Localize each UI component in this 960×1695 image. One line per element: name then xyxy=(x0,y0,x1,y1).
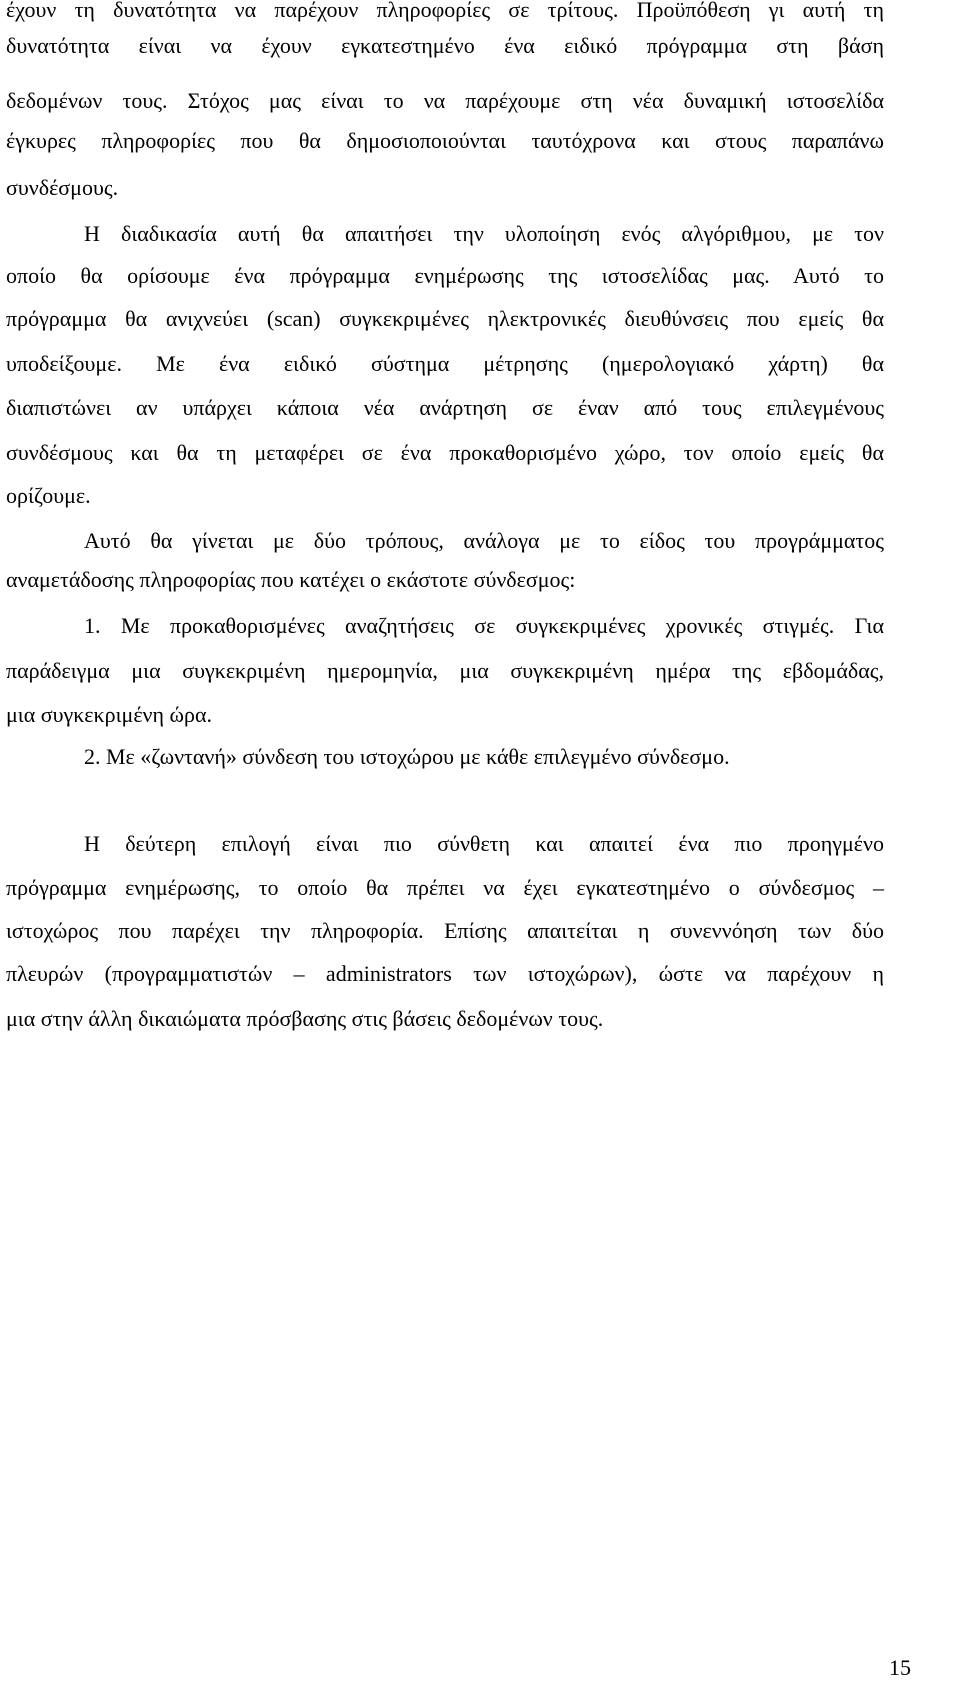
text-line: μια στην άλλη δικαιώματα πρόσβασης στις βάσεις δεδομένων τους. xyxy=(6,1006,604,1031)
text-line: πρόγραμμα ενημέρωσης, το οποίο θα πρέπει να έχει εγκατεστημένο ο σύνδεσμος – xyxy=(6,875,884,900)
text-line: έγκυρες πληροφορίες που θα δημοσιοποιούνται ταυτόχρονα και στους παραπάνω xyxy=(6,128,884,153)
text-line: μια συγκεκριμένη ώρα. xyxy=(6,702,212,727)
text-line: δεδομένων τους. Στόχος μας είναι το να παρέχουμε στη νέα δυναμική ιστοσελίδα xyxy=(6,88,884,113)
text-line: παράδειγμα μια συγκεκριμένη ημερομηνία, μια συγκεκριμένη ημέρα της εβδομάδας, xyxy=(6,658,884,683)
text-line: οποίο θα ορίσουμε ένα πρόγραμμα ενημέρωσης της ιστοσελίδας μας. Αυτό το xyxy=(6,263,884,288)
text-line: ιστοχώρος που παρέχει την πληροφορία. Επίσης απαιτείται η συνεννόηση των δύο xyxy=(6,918,884,943)
text-line: δυνατότητα είναι να έχουν εγκατεστημένο ένα ειδικό πρόγραμμα στη βάση xyxy=(6,33,884,58)
text-line: διαπιστώνει αν υπάρχει κάποια νέα ανάρτηση σε έναν από τους επιλεγμένους xyxy=(6,395,884,420)
text-line: συνδέσμους. xyxy=(6,175,119,200)
list-item: 2. Με «ζωντανή» σύνδεση του ιστοχώρου με κάθε επιλεγμένο σύνδεσμο. xyxy=(84,744,730,769)
text-line: ορίζουμε. xyxy=(6,483,91,508)
text-line: Η διαδικασία αυτή θα απαιτήσει την υλοποίηση ενός αλγόριθμου, με τον xyxy=(84,221,884,246)
page-number: 15 xyxy=(889,1655,911,1680)
list-item: 1. Με προκαθορισμένες αναζητήσεις σε συγκεκριμένες χρονικές στιγμές. Για xyxy=(84,613,884,638)
text-line: υποδείξουμε. Με ένα ειδικό σύστημα μέτρησης (ημερολογιακό χάρτη) θα xyxy=(6,351,884,376)
text-line: Αυτό θα γίνεται με δύο τρόπους, ανάλογα με το είδος του προγράμματος xyxy=(84,528,884,553)
text-line: συνδέσμους και θα τη μεταφέρει σε ένα προκαθορισμένο χώρο, τον οποίο εμείς θα xyxy=(6,440,884,465)
text-line: Η δεύτερη επιλογή είναι πιο σύνθετη και απαιτεί ένα πιο προηγμένο xyxy=(84,831,884,856)
text-line: πλευρών (προγραμματιστών – administrators των ιστοχώρων), ώστε να παρέχουν η xyxy=(6,961,884,986)
text-line: αναμετάδοσης πληροφορίας που κατέχει ο εκάστοτε σύνδεσμος: xyxy=(6,567,576,592)
text-line: πρόγραμμα θα ανιχνεύει (scan) συγκεκριμένες ηλεκτρονικές διευθύνσεις που εμείς θα xyxy=(6,306,884,331)
text-line: έχουν τη δυνατότητα να παρέχουν πληροφορίες σε τρίτους. Προϋπόθεση γι αυτή τη xyxy=(6,0,884,22)
